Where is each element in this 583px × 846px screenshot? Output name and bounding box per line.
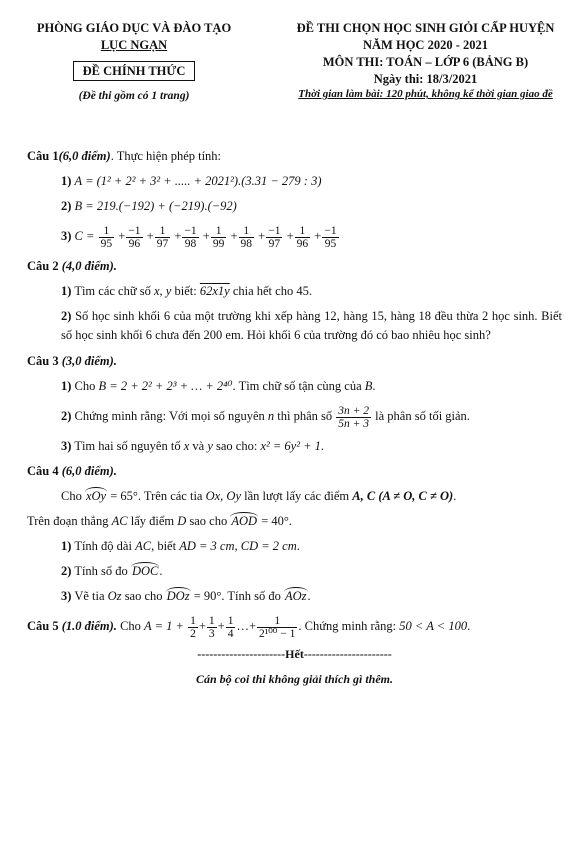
q3-part3-mid: sao cho: — [216, 439, 258, 453]
q3-part2-mid: thì phân số — [277, 409, 333, 423]
q4-intro — [27, 487, 562, 505]
fraction — [155, 225, 171, 250]
q4-part1 — [27, 537, 562, 555]
fraction — [295, 225, 311, 250]
part-number: 2) — [61, 199, 72, 213]
ray: Oz — [107, 589, 122, 603]
q4-label: Câu 4 — [27, 464, 59, 478]
denominator: 3 — [208, 627, 215, 640]
exam-title: ĐỀ THI CHỌN HỌC SINH GIỎI CẤP HUYỆN — [296, 21, 555, 35]
angle-symbol: DOz — [166, 589, 190, 603]
numerator: 1 — [239, 225, 255, 238]
q4-line2-mid2: sao cho — [189, 514, 228, 528]
q4-part1-text: Tính độ dài — [74, 539, 132, 553]
math-expression: AD = 3 cm, CD = 2 cm — [179, 539, 297, 553]
angle-value: = 65° — [110, 489, 138, 503]
q1-heading — [27, 147, 562, 165]
header-right — [268, 20, 583, 100]
numerator: 1 — [155, 225, 171, 238]
term-sign: + — [258, 229, 266, 243]
denominator: 2¹⁰⁰ − 1 — [259, 627, 296, 640]
fraction — [239, 225, 255, 250]
official-badge: ĐỀ CHÍNH THỨC — [73, 61, 196, 81]
page-note: (Đề thi gồm có 1 trang) — [78, 90, 190, 102]
department-name: PHÒNG GIÁO DỤC VÀ ĐÀO TẠO — [36, 21, 232, 35]
q3-part2 — [27, 402, 562, 430]
q1-points: (6,0 điểm) — [58, 149, 111, 163]
q4-line2 — [27, 512, 562, 530]
q4-part3-mid2: . Tính số đo — [221, 589, 281, 603]
numerator: −1 — [184, 224, 197, 237]
math-expression: B = 2 + 2² + 2³ + … + 2⁴⁰ — [98, 379, 233, 393]
numerator: 1 — [227, 614, 234, 627]
punctuation: . — [372, 379, 376, 393]
punctuation: . — [467, 619, 471, 633]
subject-line: MÔN THI: TOÁN – LỚP 6 (BẢNG B) — [322, 55, 529, 69]
variables: x, y — [154, 284, 172, 298]
fraction — [99, 225, 115, 250]
q2-part2 — [27, 307, 562, 345]
variable: B — [364, 379, 373, 393]
fraction — [266, 225, 282, 250]
q2-part2-text: Số học sinh khối 6 của một trường khi xếp hàng 12, hàng 15, hàng 18 đều thừa 2 học sinh. Biết số học sinh khối 6 chưa đến 200 em. Hỏi khối 6 của trường đó có bao nhiêu học sinh? — [61, 309, 563, 342]
angle-symbol: AOD — [231, 514, 258, 528]
numerator: −1 — [128, 224, 141, 237]
denominator: 99 — [212, 237, 225, 250]
q4-part3-text: Vẽ tia — [74, 589, 105, 603]
term-sign: + — [146, 229, 154, 243]
q4-part2 — [27, 562, 562, 580]
q4-intro-mid: . Trên các tia — [137, 489, 203, 503]
denominator: 97 — [268, 237, 281, 250]
denominator: 4 — [227, 627, 234, 640]
term-sign: + — [314, 229, 322, 243]
conjunction: và — [192, 439, 205, 453]
fraction — [336, 405, 371, 430]
q3-part1-mid: . Tìm chữ số tận cùng của — [232, 379, 362, 393]
q1-intro: . Thực hiện phép tính: — [110, 149, 222, 163]
fraction — [207, 615, 217, 640]
q1-part2 — [27, 197, 562, 215]
q4-part1-mid: , biết — [151, 539, 177, 553]
punctuation: . — [320, 439, 325, 453]
q2-points: (4,0 điểm). — [61, 259, 117, 273]
punctuation: . — [159, 564, 163, 578]
numerator: 1 — [211, 225, 227, 238]
q1-part1 — [27, 172, 562, 190]
denominator: 97 — [156, 237, 169, 250]
q5-points: (1.0 điểm). — [61, 619, 117, 633]
term-sign: + — [174, 229, 182, 243]
denominator: 98 — [184, 237, 197, 250]
proctor-note: Cán bộ coi thi không giải thích gì thêm. — [195, 672, 394, 686]
math-lhs: A = 1 + — [144, 619, 184, 633]
part-number: 2) — [61, 309, 72, 323]
ellipsis: …+ — [236, 619, 256, 633]
q2-part1-end: chia hết cho 45. — [232, 284, 312, 298]
points: A, C (A ≠ O, C ≠ O) — [352, 489, 454, 503]
exam-body — [27, 147, 562, 687]
q5-label: Câu 5 — [27, 619, 59, 633]
q3-part3-text: Tìm hai số nguyên tố — [74, 439, 181, 453]
numerator: 1 — [257, 615, 297, 628]
point: D — [177, 514, 187, 528]
numerator: 3n + 2 — [338, 404, 370, 417]
denominator: 96 — [296, 237, 309, 250]
q3-points: (3,0 điểm). — [61, 354, 117, 368]
term-sign: + — [286, 229, 294, 243]
part-number: 2) — [61, 564, 72, 578]
math-claim: 50 < A < 100 — [399, 619, 468, 633]
numerator: −1 — [268, 224, 281, 237]
q2-part1 — [27, 282, 562, 300]
rays: Ox, Oy — [205, 489, 242, 503]
numerator: 1 — [295, 225, 311, 238]
q3-part3 — [27, 437, 562, 455]
fraction — [226, 615, 236, 640]
denominator: 95 — [324, 237, 337, 250]
punctuation: . — [307, 589, 311, 603]
angle-value: = 40° — [261, 514, 289, 528]
part-number: 2) — [61, 409, 72, 423]
math-expression: A = (1² + 2² + 3² + ..... + 2021²).(3.31 − 279 : 3) — [74, 174, 322, 188]
district-name: LỤC NGẠN — [100, 38, 168, 52]
q1-part3 — [27, 222, 562, 250]
fraction-sum — [98, 224, 340, 250]
school-year: NĂM HỌC 2020 - 2021 — [363, 38, 488, 52]
numerator: −1 — [324, 224, 337, 237]
part-number: 1) — [61, 174, 72, 188]
q3-label: Câu 3 — [27, 354, 59, 368]
numerator: 1 — [208, 614, 215, 627]
q5-text: Cho — [120, 619, 141, 633]
part-number: 1) — [61, 379, 72, 393]
variable: n — [267, 409, 275, 423]
denominator: 95 — [100, 237, 113, 250]
header-left — [0, 20, 268, 102]
time-note: Thời gian làm bài: 120 phút, không kể thời gian giao đề — [298, 88, 553, 100]
q3-heading — [27, 352, 562, 370]
q3-part2-end: là phân số tối giản. — [375, 409, 470, 423]
punctuation: . — [288, 514, 292, 528]
q2-part1-text: Tìm các chữ số — [74, 284, 151, 298]
end-marker: ----------------------Hết---------------------- — [197, 647, 392, 661]
denominator: 96 — [128, 237, 141, 250]
digit-number: 62x1y — [199, 284, 230, 298]
q1-label: Câu 1 — [27, 149, 59, 163]
angle-symbol: xOy — [85, 489, 107, 503]
variable: y — [207, 439, 213, 453]
q4-part2-text: Tính số đo — [74, 564, 128, 578]
part-number: 3) — [61, 589, 72, 603]
fraction — [182, 225, 198, 250]
fraction — [322, 225, 338, 250]
q4-line2-text: Trên đoạn thẳng — [27, 514, 109, 528]
numerator: 1 — [99, 225, 115, 238]
denominator: 5n + 3 — [338, 417, 370, 430]
fraction — [257, 615, 297, 640]
numerator: 1 — [190, 614, 196, 627]
variable: x — [183, 439, 190, 453]
q3-part1-text: Cho — [74, 379, 96, 393]
exam-date: Ngày thi: 18/3/2021 — [373, 72, 478, 86]
denominator: 98 — [240, 237, 253, 250]
part-number: 3) — [61, 439, 72, 453]
q4-part3 — [27, 587, 562, 605]
term-sign: + — [230, 229, 238, 243]
q3-part2-text: Chứng minh rằng: Với mọi số nguyên — [74, 409, 265, 423]
angle-symbol: AOz — [285, 589, 307, 603]
punctuation: . — [296, 539, 300, 553]
math-lhs: C = — [74, 229, 95, 243]
q2-heading — [27, 257, 562, 275]
q3-part1 — [27, 377, 562, 395]
q4-heading — [27, 462, 562, 480]
segment: AC — [135, 539, 152, 553]
fraction — [126, 225, 142, 250]
angle-symbol: DOC — [131, 564, 159, 578]
q2-label: Câu 2 — [27, 259, 59, 273]
q5-mid: . Chứng minh rằng: — [298, 619, 397, 633]
math-expression: x² = 6y² + 1 — [260, 439, 321, 453]
q4-points: (6,0 điểm). — [61, 464, 117, 478]
punctuation: . — [453, 489, 457, 503]
part-number: 1) — [61, 539, 72, 553]
part-number: 1) — [61, 284, 72, 298]
term-sign: + — [118, 229, 126, 243]
term-sign: + — [202, 229, 210, 243]
q4-part3-mid: sao cho — [124, 589, 163, 603]
q4-intro-text: Cho — [61, 489, 82, 503]
math-expression: B = 219.(−192) + (−219).(−92) — [74, 199, 237, 213]
q4-line2-mid: lấy điểm — [130, 514, 175, 528]
fraction — [211, 225, 227, 250]
q2-part1-mid: biết: — [174, 284, 197, 298]
q4-intro-mid2: lần lượt lấy các điểm — [244, 489, 350, 503]
part-number: 3) — [61, 229, 72, 243]
fraction — [188, 615, 198, 640]
q5-line: Câu 5 (1.0 điểm). Cho A = 1 + $\frac{1}{2}$ + $\frac{1}{3}$ + $\frac{1}{4}$ …+ $\frac{1}{\text{2¹⁰⁰ − 1}}$ . Chứng minh rằng: 50 < A < 100. — [27, 614, 471, 640]
angle-value: = 90° — [193, 589, 222, 603]
segment: AC — [111, 514, 128, 528]
denominator: 2 — [190, 627, 196, 640]
